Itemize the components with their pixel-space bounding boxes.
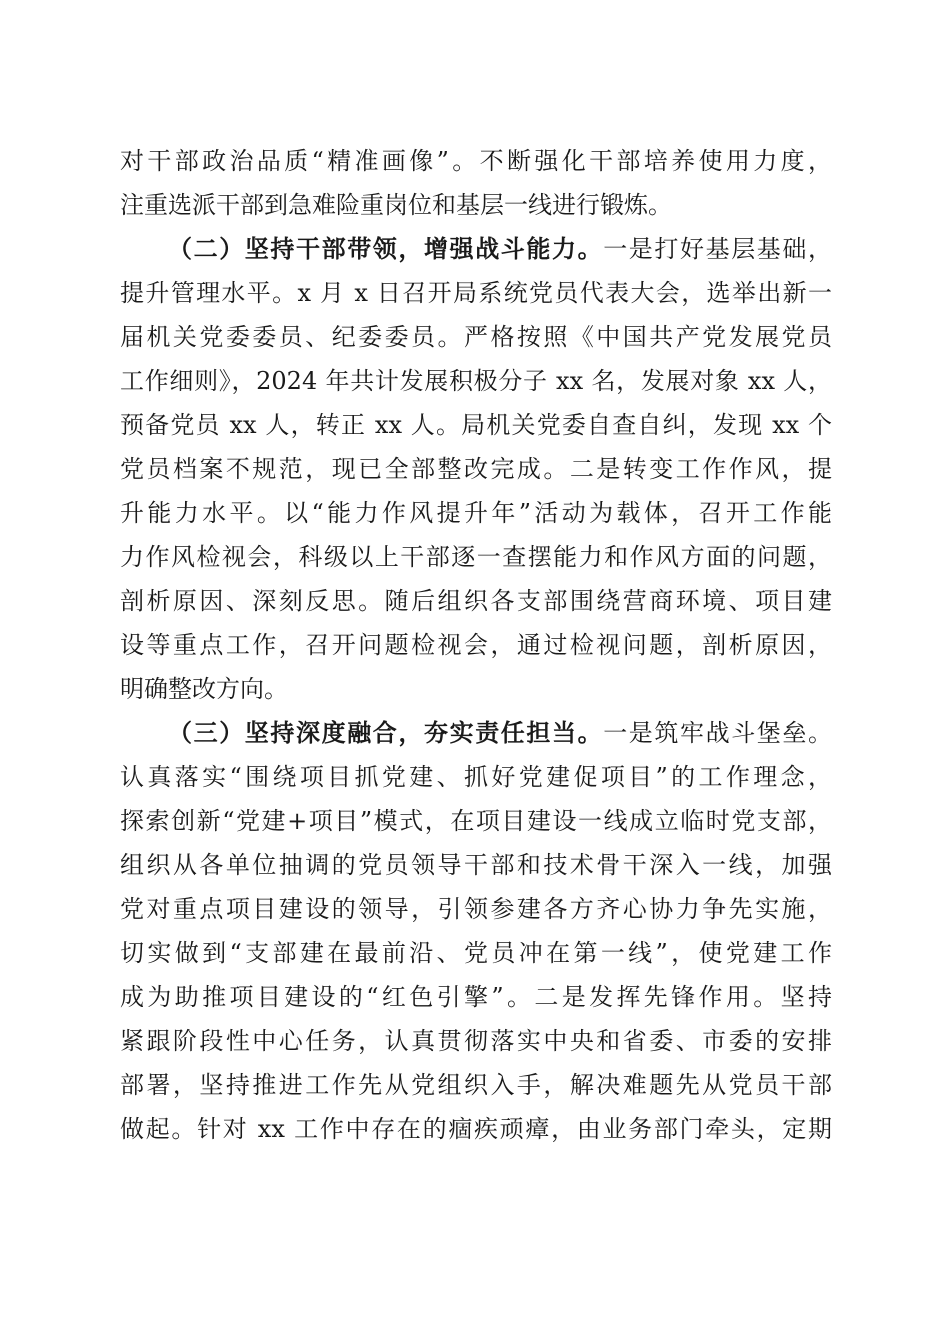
paragraph-1-line-1: 对干部政治品质“精准画像”。不断强化干部培养使用力度， — [120, 147, 832, 175]
paragraph-2-line-5: 预备党员 xx 人，转正 xx 人。局机关党委自查自纠，发现 xx 个 — [120, 411, 832, 439]
paragraph-3-line-10: 做起。针对 xx 工作中存在的痼疾顽瘴，由业务部门牵头，定期 — [120, 1115, 832, 1143]
paragraph-2-line-10: 设等重点工作，召开问题检视会，通过检视问题，剖析原因， — [120, 631, 832, 659]
paragraph-3-line-9: 部署，坚持推进工作先从党组织入手，解决难题先从党员干部 — [120, 1071, 832, 1099]
paragraph-2-line-3: 届机关党委委员、纪委委员。严格按照《中国共产党发展党员 — [120, 323, 832, 351]
paragraph-3-line-2: 认真落实“围绕项目抓党建、抓好党建促项目”的工作理念， — [120, 763, 832, 791]
paragraph-2-line-7: 升能力水平。以“能力作风提升年”活动为载体，召开工作能 — [120, 499, 832, 527]
paragraph-3-line-8: 紧跟阶段性中心任务，认真贯彻落实中央和省委、市委的安排 — [120, 1027, 832, 1055]
paragraph-3-heading: （三）坚持深度融合，夯实责任担当。 — [168, 718, 604, 747]
paragraph-2-line-11: 明确整改方向。 — [120, 675, 288, 703]
paragraph-2-line-2: 提升管理水平。x 月 x 日召开局系统党员代表大会，选举出新一 — [120, 279, 832, 307]
paragraph-3-line-7: 成为助推项目建设的“红色引擎”。二是发挥先锋作用。坚持 — [120, 983, 832, 1011]
paragraph-3-line-4: 组织从各单位抽调的党员领导干部和技术骨干深入一线，加强 — [120, 851, 832, 879]
paragraph-2-line-1-text: 一是打好基层基础， — [603, 235, 833, 263]
paragraph-3-line-6: 切实做到“支部建在最前沿、党员冲在第一线”，使党建工作 — [120, 939, 832, 967]
paragraph-2-line-9: 剖析原因、深刻反思。随后组织各支部围绕营商环境、项目建 — [120, 587, 832, 615]
paragraph-3-line-1-text: 一是筑牢战斗堡垒。 — [603, 719, 833, 747]
paragraph-2-line-8: 力作风检视会，科级以上干部逐一查摆能力和作风方面的问题， — [120, 543, 832, 571]
paragraph-2-line-6: 党员档案不规范，现已全部整改完成。二是转变工作作风，提 — [120, 455, 832, 483]
paragraph-3-line-1 — [120, 713, 832, 753]
paragraph-2-heading: （二）坚持干部带领，增强战斗能力。 — [168, 234, 604, 263]
paragraph-2-line-4: 工作细则》，2024 年共计发展积极分子 xx 名，发展对象 xx 人， — [120, 367, 832, 395]
paragraph-2-line-1 — [120, 229, 832, 269]
paragraph-1-line-2: 注重选派干部到急难险重岗位和基层一线进行锻炼。 — [120, 191, 672, 219]
paragraph-3-line-3: 探索创新“党建+项目”模式，在项目建设一线成立临时党支部， — [120, 807, 832, 835]
paragraph-3-line-5: 党对重点项目建设的领导，引领参建各方齐心协力争先实施， — [120, 895, 832, 923]
